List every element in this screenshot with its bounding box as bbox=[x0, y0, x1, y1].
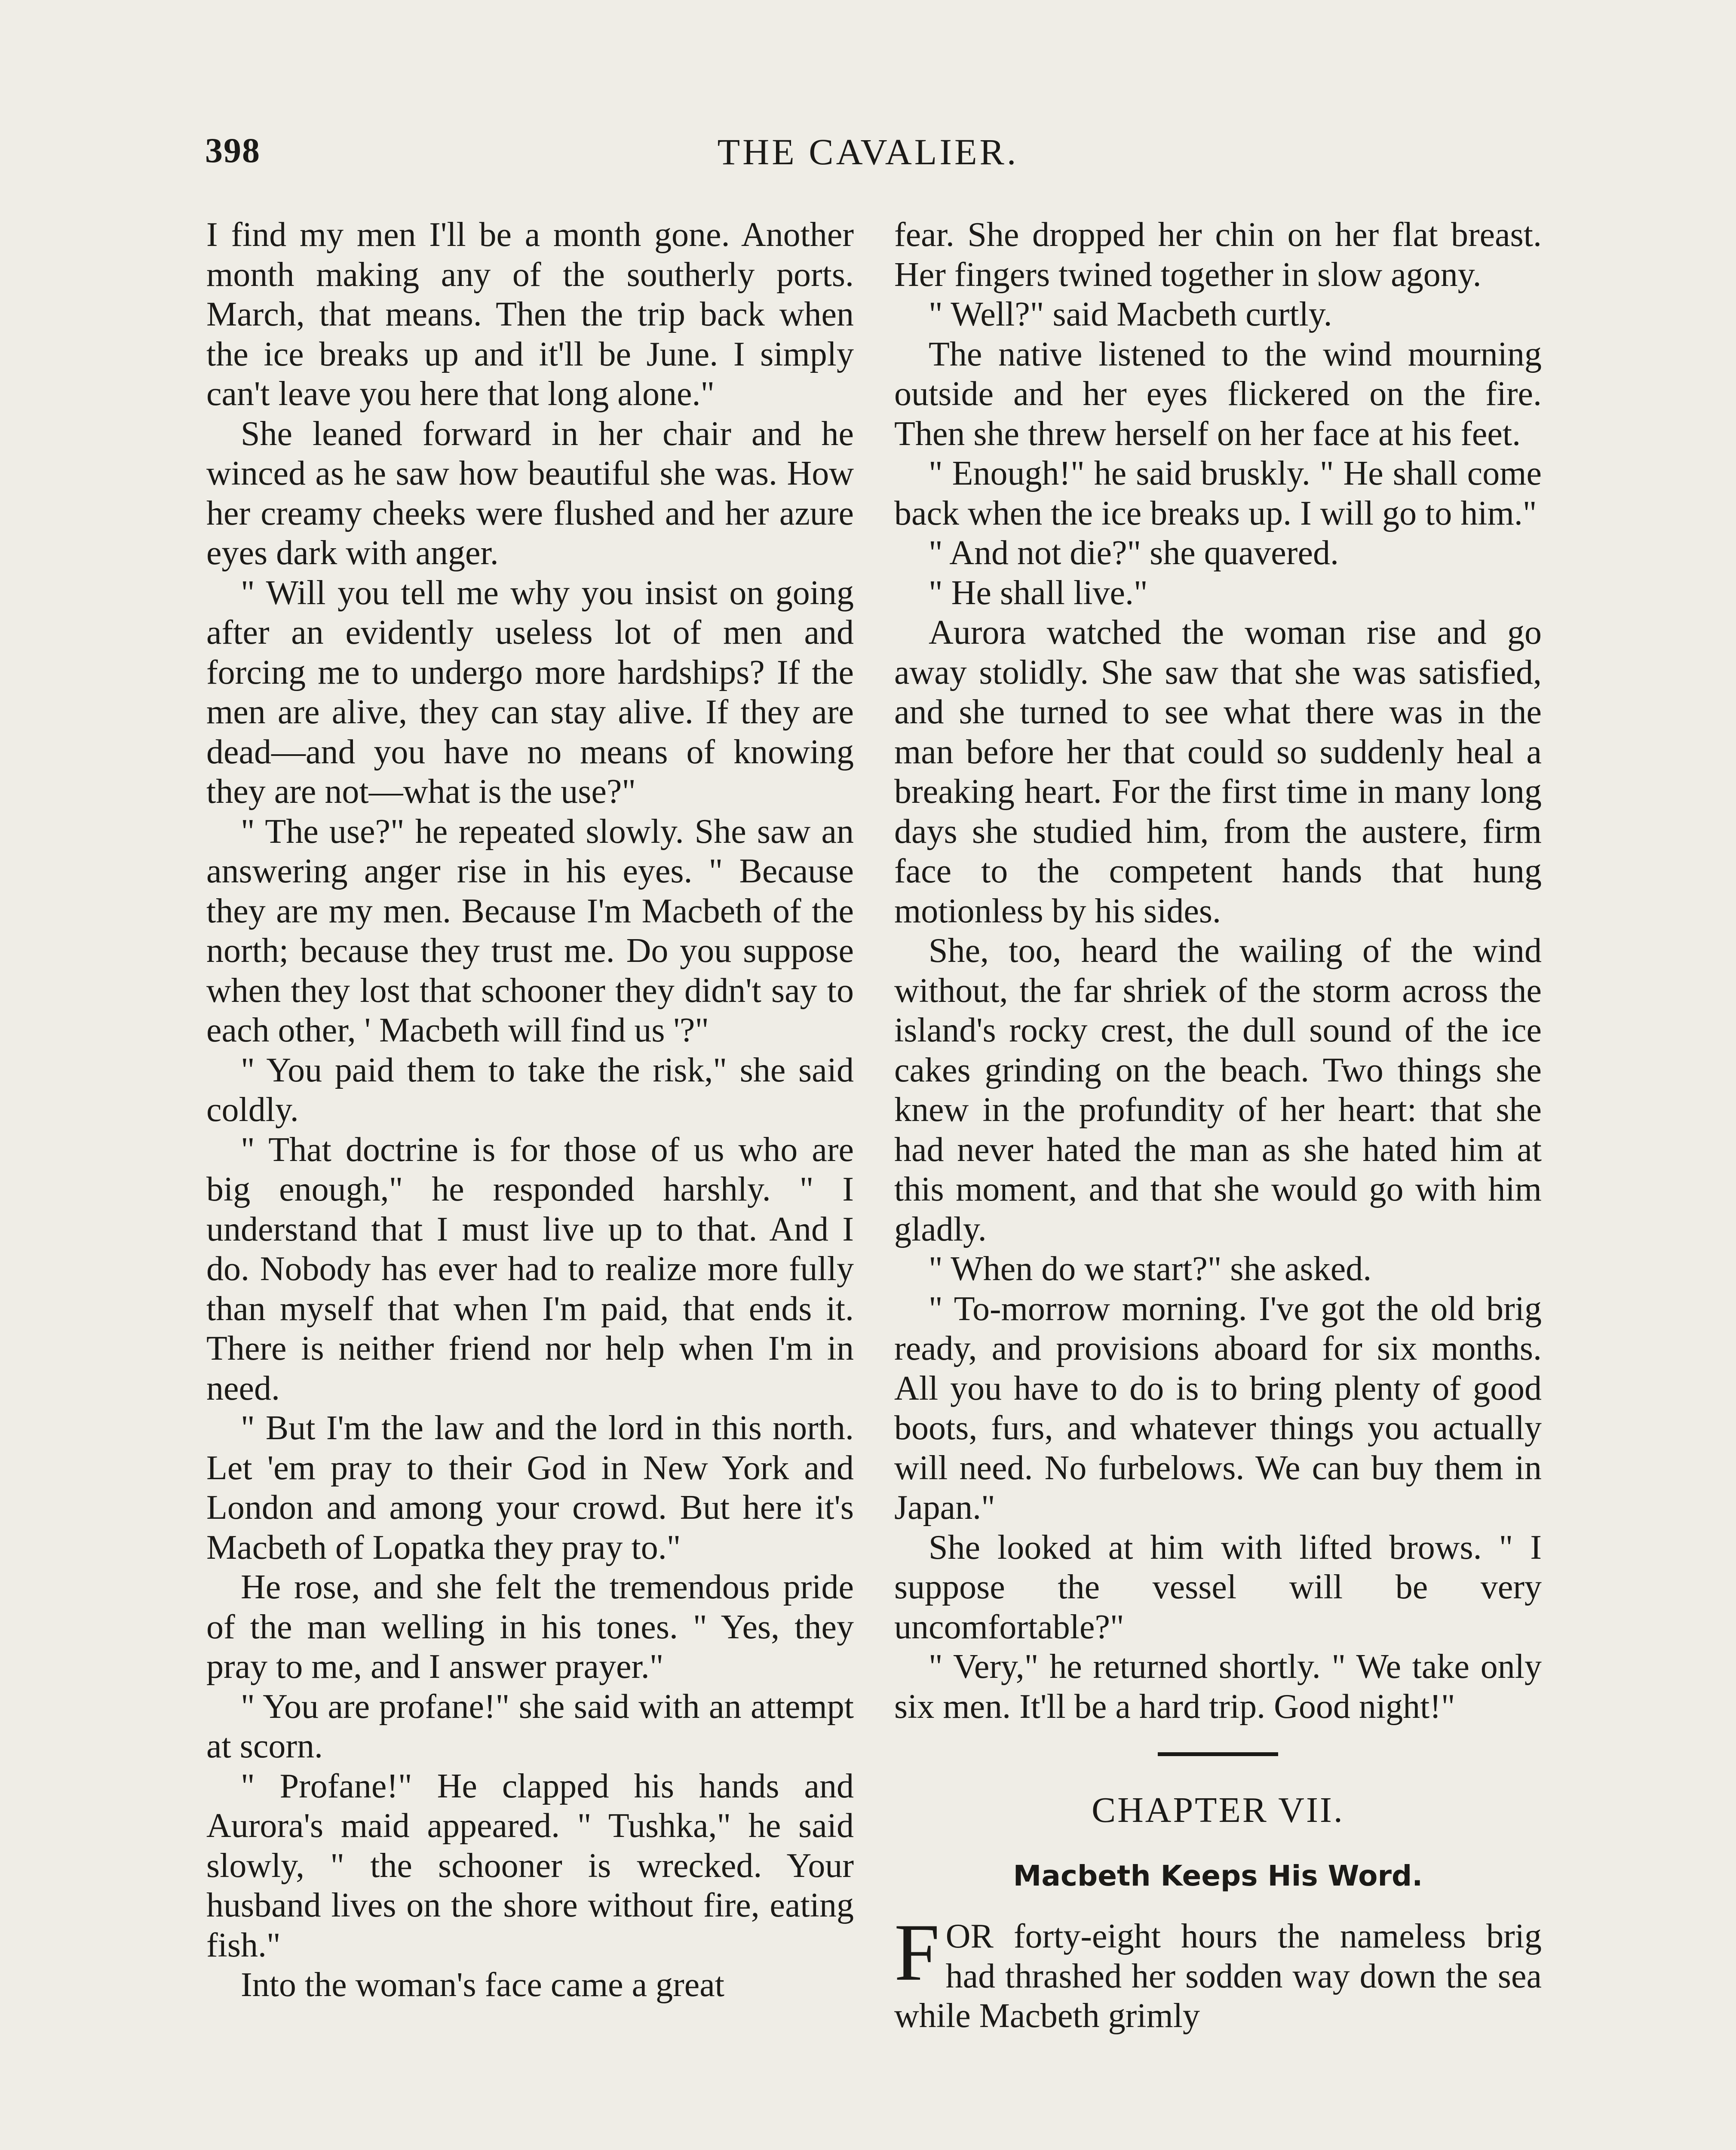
paragraph: " The use?" he repeated slowly. She saw an answering anger rise in his eyes. " Because they are my men. Because I'm Macbeth of the north; because they trust me. Do you suppose when they lost that schooner they didn't say to each other, ' Macbeth will find us '?" bbox=[206, 812, 854, 1049]
paragraph: " That doctrine is for those of us who are big enough," he responded harshly. " I understand that I must live up to that. And I do. Nobody has ever had to realize more fully than myself that when I'm paid, that ends it. There is neither friend nor help when I'm in need. bbox=[206, 1130, 854, 1407]
paragraph: " He shall live." bbox=[929, 574, 1148, 612]
paragraph: " Enough!" he said bruskly. " He shall come back when the ice breaks up. I will go to him." bbox=[894, 455, 1542, 532]
section-divider bbox=[1158, 1752, 1278, 1756]
paragraph: " But I'm the law and the lord in this north. Let 'em pray to their God in New York and London and among your crowd. But here it's Macbeth of Lopatka they pray to." bbox=[206, 1409, 854, 1566]
paragraph: She looked at him with lifted brows. " I suppose the vessel will be very uncomfortable?" bbox=[894, 1528, 1542, 1646]
paragraph: Into the woman's face came a great bbox=[241, 1966, 724, 2004]
paragraph: She, too, heard the wailing of the wind without, the far shriek of the storm across the island's rocky crest, the dull sound of the ice cakes grinding on the beach. Two things she knew in the profundity of her heart: that she had never hated the man as she hated him at this moment, and that she would go with him gladly. bbox=[894, 932, 1542, 1248]
paragraph: He rose, and she felt the tremendous pride of the man welling in his tones. " Yes, they pray to me, and I answer prayer." bbox=[206, 1568, 854, 1686]
chapter-heading: CHAPTER VII. bbox=[1092, 1790, 1344, 1830]
paragraph: " Profane!" He clapped his hands and Aurora's maid appeared. " Tushka," he said slowly, " the schooner is wrecked. Your husband lives on the shore without fire, eating fish." bbox=[206, 1767, 854, 1964]
right-column bbox=[894, 215, 1542, 2036]
paragraph: " Very," he returned shortly. " We take only six men. It'll be a hard trip. Good night!" bbox=[894, 1648, 1542, 1726]
page-number: 398 bbox=[205, 131, 261, 170]
paragraph: " You are profane!" she said with an attempt at scorn. bbox=[206, 1687, 854, 1765]
paragraph: She leaned forward in her chair and he winced as he saw how beautiful she was. How her creamy cheeks were flushed and her azure eyes dark with anger. bbox=[206, 415, 854, 572]
paragraph: " Will you tell me why you insist on going after an evidently useless lot of men and forcing me to undergo more hardships? If the men are alive, they can stay alive. If they are dead—and you have no means of knowing they are not—what is the use?" bbox=[206, 574, 854, 811]
paragraph: " Well?" said Macbeth curtly. bbox=[929, 295, 1332, 333]
paragraph: fear. She dropped her chin on her flat breast. Her fingers twined together in slow agony. bbox=[894, 216, 1542, 294]
chapter-subtitle: Macbeth Keeps His Word. bbox=[1013, 1859, 1423, 1892]
left-column bbox=[206, 215, 854, 2005]
paragraph: The native listened to the wind mourning outside and her eyes flickered on the fire. Then she threw herself on her face at his feet. bbox=[894, 335, 1542, 453]
chapter-opening-text: OR forty-eight hours the nameless brig had thrashed her sodden way down the sea while Macbeth grimly bbox=[894, 1917, 1542, 2035]
paragraph: " You paid them to take the risk," she said coldly. bbox=[206, 1051, 854, 1129]
chapter-opening-paragraph bbox=[894, 1907, 1542, 2036]
paragraph: Aurora watched the woman rise and go away stolidly. She saw that she was satisfied, and she turned to see what there was in the man before her that could so suddenly heal a breaking heart. For the first time in many long days she studied him, from the austere, firm face to the competent hands that hung motionless by his sides. bbox=[894, 614, 1542, 930]
paragraph: " And not die?" she quavered. bbox=[929, 534, 1339, 572]
drop-cap: F bbox=[894, 1907, 940, 1998]
paragraph: " When do we start?" she asked. bbox=[929, 1250, 1372, 1288]
paragraph: I find my men I'll be a month gone. Another month making any of the southerly ports. March, that means. Then the trip back when the ice breaks up and it'll be June. I simply can't leave you here that long alone." bbox=[206, 216, 854, 413]
paragraph: " To-morrow morning. I've got the old brig ready, and provisions aboard for six months. All you have to do is to bring plenty of good boots, furs, and whatever things you actually will need. No furbelows. We can buy them in Japan." bbox=[894, 1290, 1542, 1526]
running-head: THE CAVALIER. bbox=[717, 131, 1019, 172]
